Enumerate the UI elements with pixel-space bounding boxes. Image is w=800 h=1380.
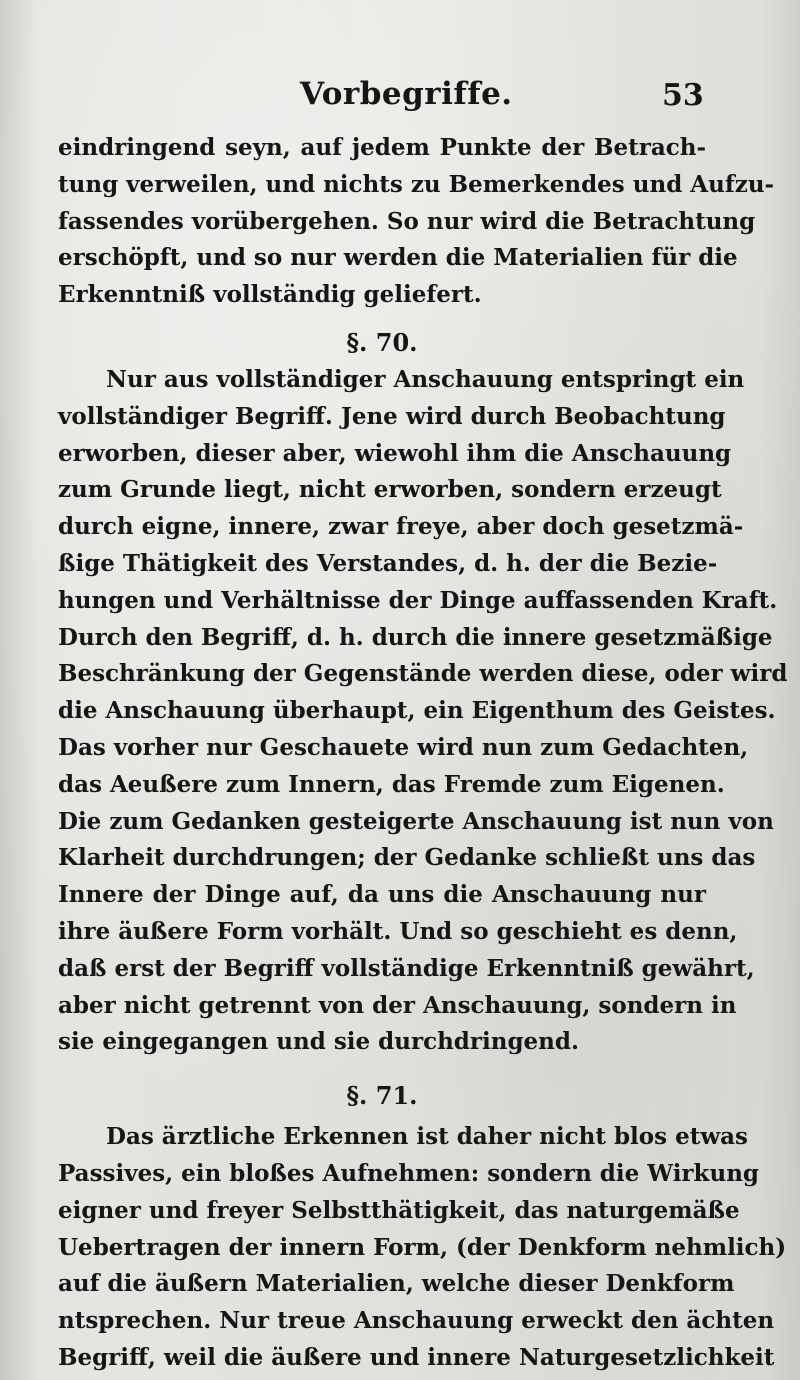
section-heading-71: §. 71. <box>346 1081 418 1111</box>
text-line: Klarheit durchdrungen; der Gedanke schließt uns das <box>58 844 756 872</box>
text-line: erschöpft, und so nur werden die Materialien für die <box>58 244 738 272</box>
text-line: Erkenntniß vollständig geliefert. <box>58 281 482 309</box>
text-line: zum Grunde liegt, nicht erworben, sondern erzeugt <box>58 476 722 504</box>
text-line: Das vorher nur Geschauete wird nun zum Gedachten, <box>58 733 749 761</box>
text-line: eigner und freyer Selbstthätigkeit, das naturgemäße <box>58 1196 740 1224</box>
text-line: ihre äußere Form vorhält. Und so geschieht es denn, <box>58 917 738 945</box>
text-line: daß erst der Begriff vollständige Erkenntniß gewährt, <box>58 954 755 982</box>
body-text <box>58 130 788 1377</box>
text-line: Die zum Gedanken gesteigerte Anschauung ist nun von <box>58 807 774 835</box>
text-line: ßige Thätigkeit des Verstandes, d. h. der die Bezie- <box>58 549 718 577</box>
paragraph-section-71 <box>58 1119 787 1377</box>
text-line: Nur aus vollständiger Anschauung entspringt ein <box>106 365 745 393</box>
text-line: fassendes vorübergehen. So nur wird die Betrachtung <box>58 207 756 235</box>
text-line: Passives, ein bloßes Aufnehmen: sondern die Wirkung <box>58 1159 760 1187</box>
section-heading-70: §. 70. <box>346 327 418 357</box>
paragraph-section-70 <box>58 362 788 1061</box>
page-number: 53 <box>662 78 704 113</box>
text-line: das Aeußere zum Innern, das Fremde zum Eigenen. <box>58 770 725 798</box>
paragraph-continuation <box>58 130 775 314</box>
text-line: durch eigne, innere, zwar freye, aber doch gesetzmä- <box>58 513 744 541</box>
text-line: ntsprechen. Nur treue Anschauung erweckt den ächten <box>58 1307 775 1335</box>
text-line: Durch den Begriff, d. h. durch die innere gesetzmäßige <box>58 623 773 651</box>
text-line: Innere der Dinge auf, da uns die Anschauung nur <box>58 881 706 909</box>
text-line: vollständiger Begriff. Jene wird durch Beobachtung <box>58 402 726 430</box>
text-line: Das ärztliche Erkennen ist daher nicht blos etwas <box>106 1123 749 1151</box>
text-line: auf die äußern Materialien, welche dieser Denkform <box>58 1270 735 1298</box>
text-line: Uebertragen der innern Form, (der Denkform nehmlich) <box>58 1233 787 1261</box>
page-title: Vorbegriffe. <box>300 76 513 112</box>
text-line: Begriff, weil die äußere und innere Naturgesetzlichkeit <box>58 1343 775 1371</box>
text-line: hungen und Verhältnisse der Dinge auffassenden Kraft. <box>58 586 778 614</box>
text-line: die Anschauung überhaupt, ein Eigenthum des Geistes. <box>58 697 776 725</box>
text-line: sie eingegangen und sie durchdringend. <box>58 1028 579 1056</box>
text-line: tung verweilen, und nichts zu Bemerkendes und Aufzu- <box>58 170 775 198</box>
text-line: erworben, dieser aber, wiewohl ihm die Anschauung <box>58 439 732 467</box>
text-line: aber nicht getrennt von der Anschauung, sondern in <box>58 991 737 1019</box>
running-head <box>0 76 800 120</box>
text-line: Beschränkung der Gegenstände werden diese, oder wird <box>58 660 788 688</box>
text-line: eindringend seyn, auf jedem Punkte der Betrach- <box>58 134 706 161</box>
